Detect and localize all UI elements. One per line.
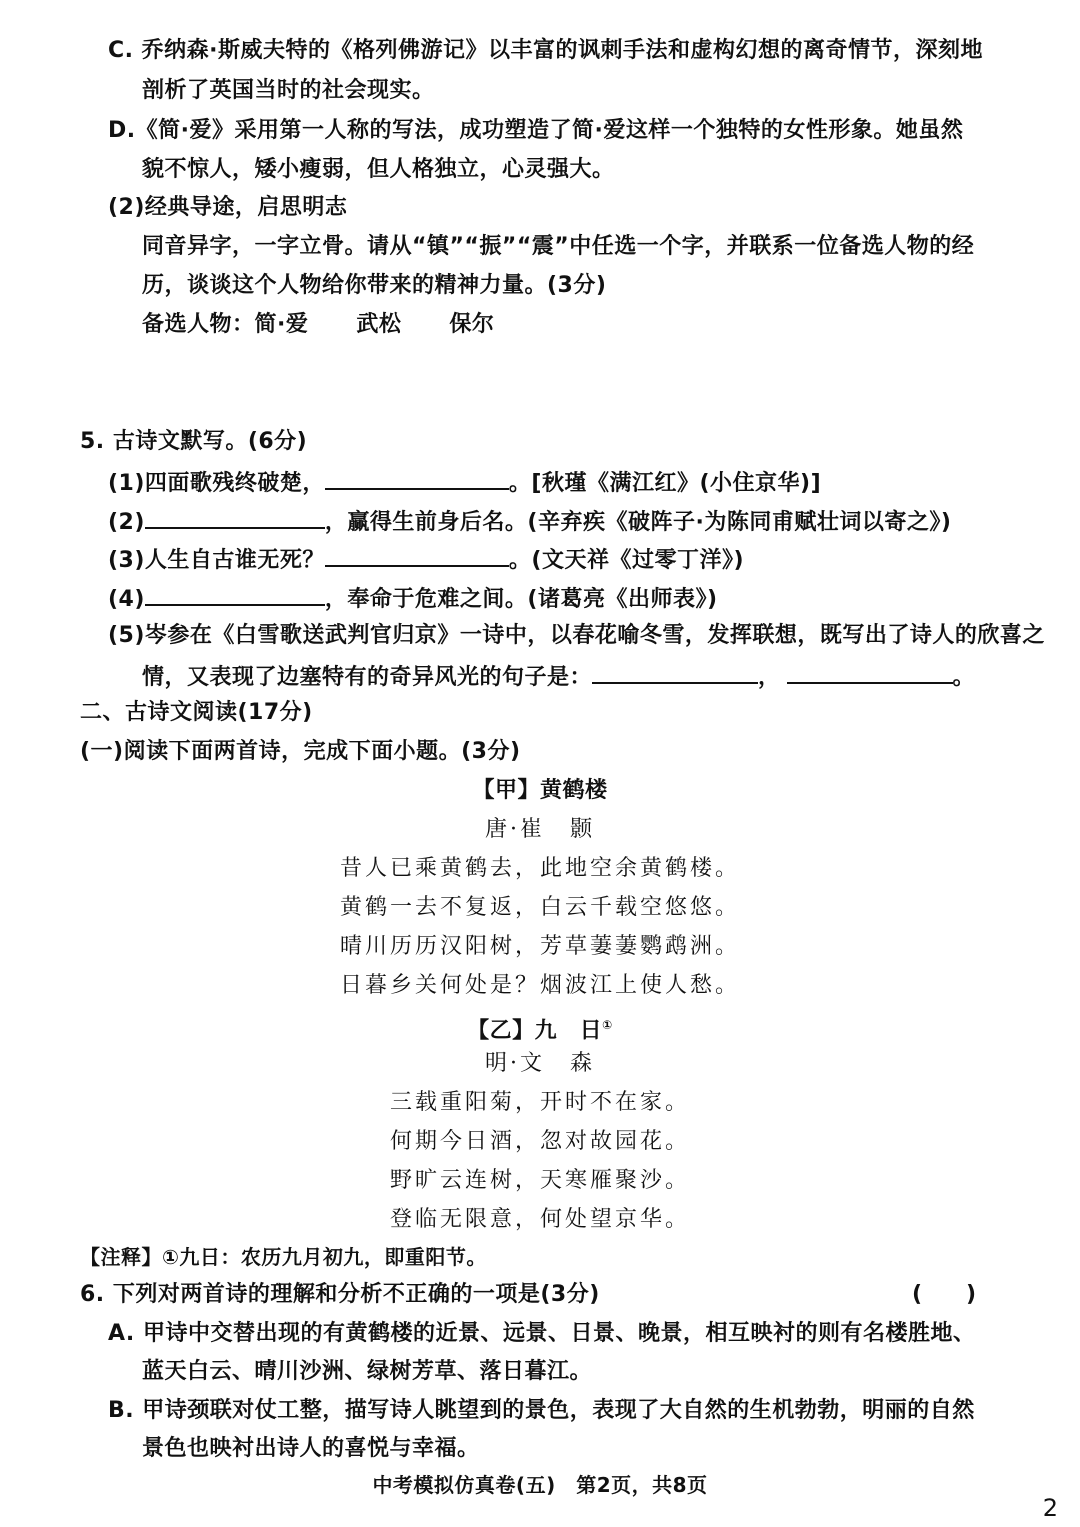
q5-item-1-prefix: (1)四面歌残终破楚， (108, 471, 325, 496)
candidate-jane-eyre: 简·爱 (254, 312, 309, 337)
q5-item-4 (108, 582, 718, 615)
q4-option-d-line1: D.《简·爱》采用第一人称的写法，成功塑造了简·爱这样一个独特的女性形象。她虽然 (108, 118, 964, 143)
poem-a-line-1: 昔人已乘黄鹤去，此地空余黄鹤楼。 (339, 856, 740, 881)
poem-a-title: 【甲】黄鹤楼 (472, 778, 608, 803)
q6-option-b-line2: 景色也映衬出诗人的喜悦与幸福。 (142, 1436, 480, 1461)
poem-a-line-2: 黄鹤一去不复返，白云千载空悠悠。 (339, 895, 740, 920)
q5-item-2 (108, 505, 951, 538)
q5-item-5-line1: (5)岑参在《白雪歌送武判官归京》一诗中，以春花喻冬雪，发挥联想，既写出了诗人的欣喜之 (108, 623, 1045, 648)
answer-blank-4[interactable] (145, 582, 325, 606)
q5-item-3-prefix: (3)人生自古谁无死？ (108, 548, 325, 573)
q5-item-3-source: 。(文天祥《过零丁洋》) (508, 548, 745, 573)
q5-item-5-comma: ， (758, 665, 781, 690)
q4-candidates (142, 310, 494, 340)
answer-blank-5a[interactable] (592, 660, 758, 684)
q5-item-2-text: ，赢得生前身后名。(辛弃疾《破阵子·为陈同甫赋壮词以寄之》) (324, 510, 952, 535)
q5-item-3 (108, 543, 744, 576)
q5-item-4-prefix: (4) (108, 587, 145, 612)
q5-item-5-prompt: 情，又表现了边塞特有的奇异风光的句子是： (142, 665, 593, 690)
q5-item-5-line2 (142, 660, 975, 693)
poem-a-author: 唐·崔 颢 (485, 817, 595, 842)
q4-option-d-line2: 貌不惊人，矮小瘦弱，但人格独立，心灵强大。 (142, 157, 615, 182)
q5-item-1-source: 。[秋瑾《满江红》(小住京华)] (508, 471, 822, 496)
poem-b-line-3: 野旷云连树，天寒雁聚沙。 (389, 1168, 690, 1193)
candidate-pavel: 保尔 (449, 312, 495, 337)
q4-part2-title: (2)经典导途，启思明志 (108, 195, 348, 220)
answer-blank-1[interactable] (325, 466, 509, 490)
answer-blank-3[interactable] (325, 543, 509, 567)
answer-blank-2[interactable] (145, 505, 325, 529)
q5-item-4-text: ，奉命于危难之间。(诸葛亮《出师表》) (324, 587, 718, 612)
candidate-wu-song: 武松 (356, 312, 402, 337)
page-number: 2 (1042, 1494, 1058, 1522)
q4-part2-line1: 同音异字，一字立骨。请从“镇”“振”“震”中任选一个字，并联系一位备选人物的经 (142, 234, 975, 259)
poem-a-line-3: 晴川历历汉阳树，芳草萋萋鹦鹉洲。 (339, 934, 740, 959)
candidates-label: 备选人物： (142, 312, 255, 337)
q5-item-2-prefix: (2) (108, 510, 145, 535)
q6-option-a-line2: 蓝天白云、晴川沙洲、绿树芳草、落日暮江。 (142, 1359, 593, 1384)
poem-b-title-text: 【乙】九 日 (467, 1018, 603, 1044)
section2-sub1: (一)阅读下面两首诗，完成下面小题。(3分) (80, 739, 521, 764)
footnote: 【注释】①九日：农历九月初九，即重阳节。 (80, 1245, 487, 1269)
q5-title: 5. 古诗文默写。(6分) (80, 429, 308, 454)
q5-item-1 (108, 466, 821, 499)
q4-option-c-line2: 剖析了英国当时的社会现实。 (142, 78, 435, 103)
q5-item-5-end: 。 (952, 665, 976, 690)
page-footer: 中考模拟仿真卷(五) 第2页，共8页 (372, 1473, 708, 1497)
poem-b-line-1: 三载重阳菊，开时不在家。 (389, 1090, 690, 1115)
q6-option-b-line1: B. 甲诗颈联对仗工整，描写诗人眺望到的景色，表现了大自然的生机勃勃，明丽的自然 (108, 1398, 975, 1423)
poem-b-line-2: 何期今日酒，忽对故园花。 (389, 1129, 690, 1154)
q6-option-a-line1: A. 甲诗中交替出现的有黄鹤楼的近景、远景、日景、晚景，相互映衬的则有名楼胜地、 (108, 1321, 976, 1346)
poem-b-author: 明·文 森 (485, 1051, 595, 1076)
q4-option-c-line1: C. 乔纳森·斯威夫特的《格列佛游记》以丰富的讽刺手法和虚构幻想的离奇情节，深刻地 (108, 38, 984, 63)
section2-title: 二、古诗文阅读(17分) (80, 700, 313, 725)
answer-blank-5b[interactable] (787, 660, 953, 684)
poem-b-title (0, 1010, 1080, 1046)
q4-part2-line2: 历，谈谈这个人物给你带来的精神力量。(3分) (142, 273, 607, 298)
q6-answer-bracket[interactable]: ( ) (912, 1282, 977, 1307)
q6-stem: 6. 下列对两首诗的理解和分析不正确的一项是(3分) (80, 1282, 600, 1307)
poem-b-line-4: 登临无限意，何处望京华。 (389, 1207, 690, 1232)
poem-a-line-4: 日暮乡关何处是？烟波江上使人愁。 (339, 973, 740, 998)
poem-b-footnote-mark: ① (602, 1018, 613, 1032)
